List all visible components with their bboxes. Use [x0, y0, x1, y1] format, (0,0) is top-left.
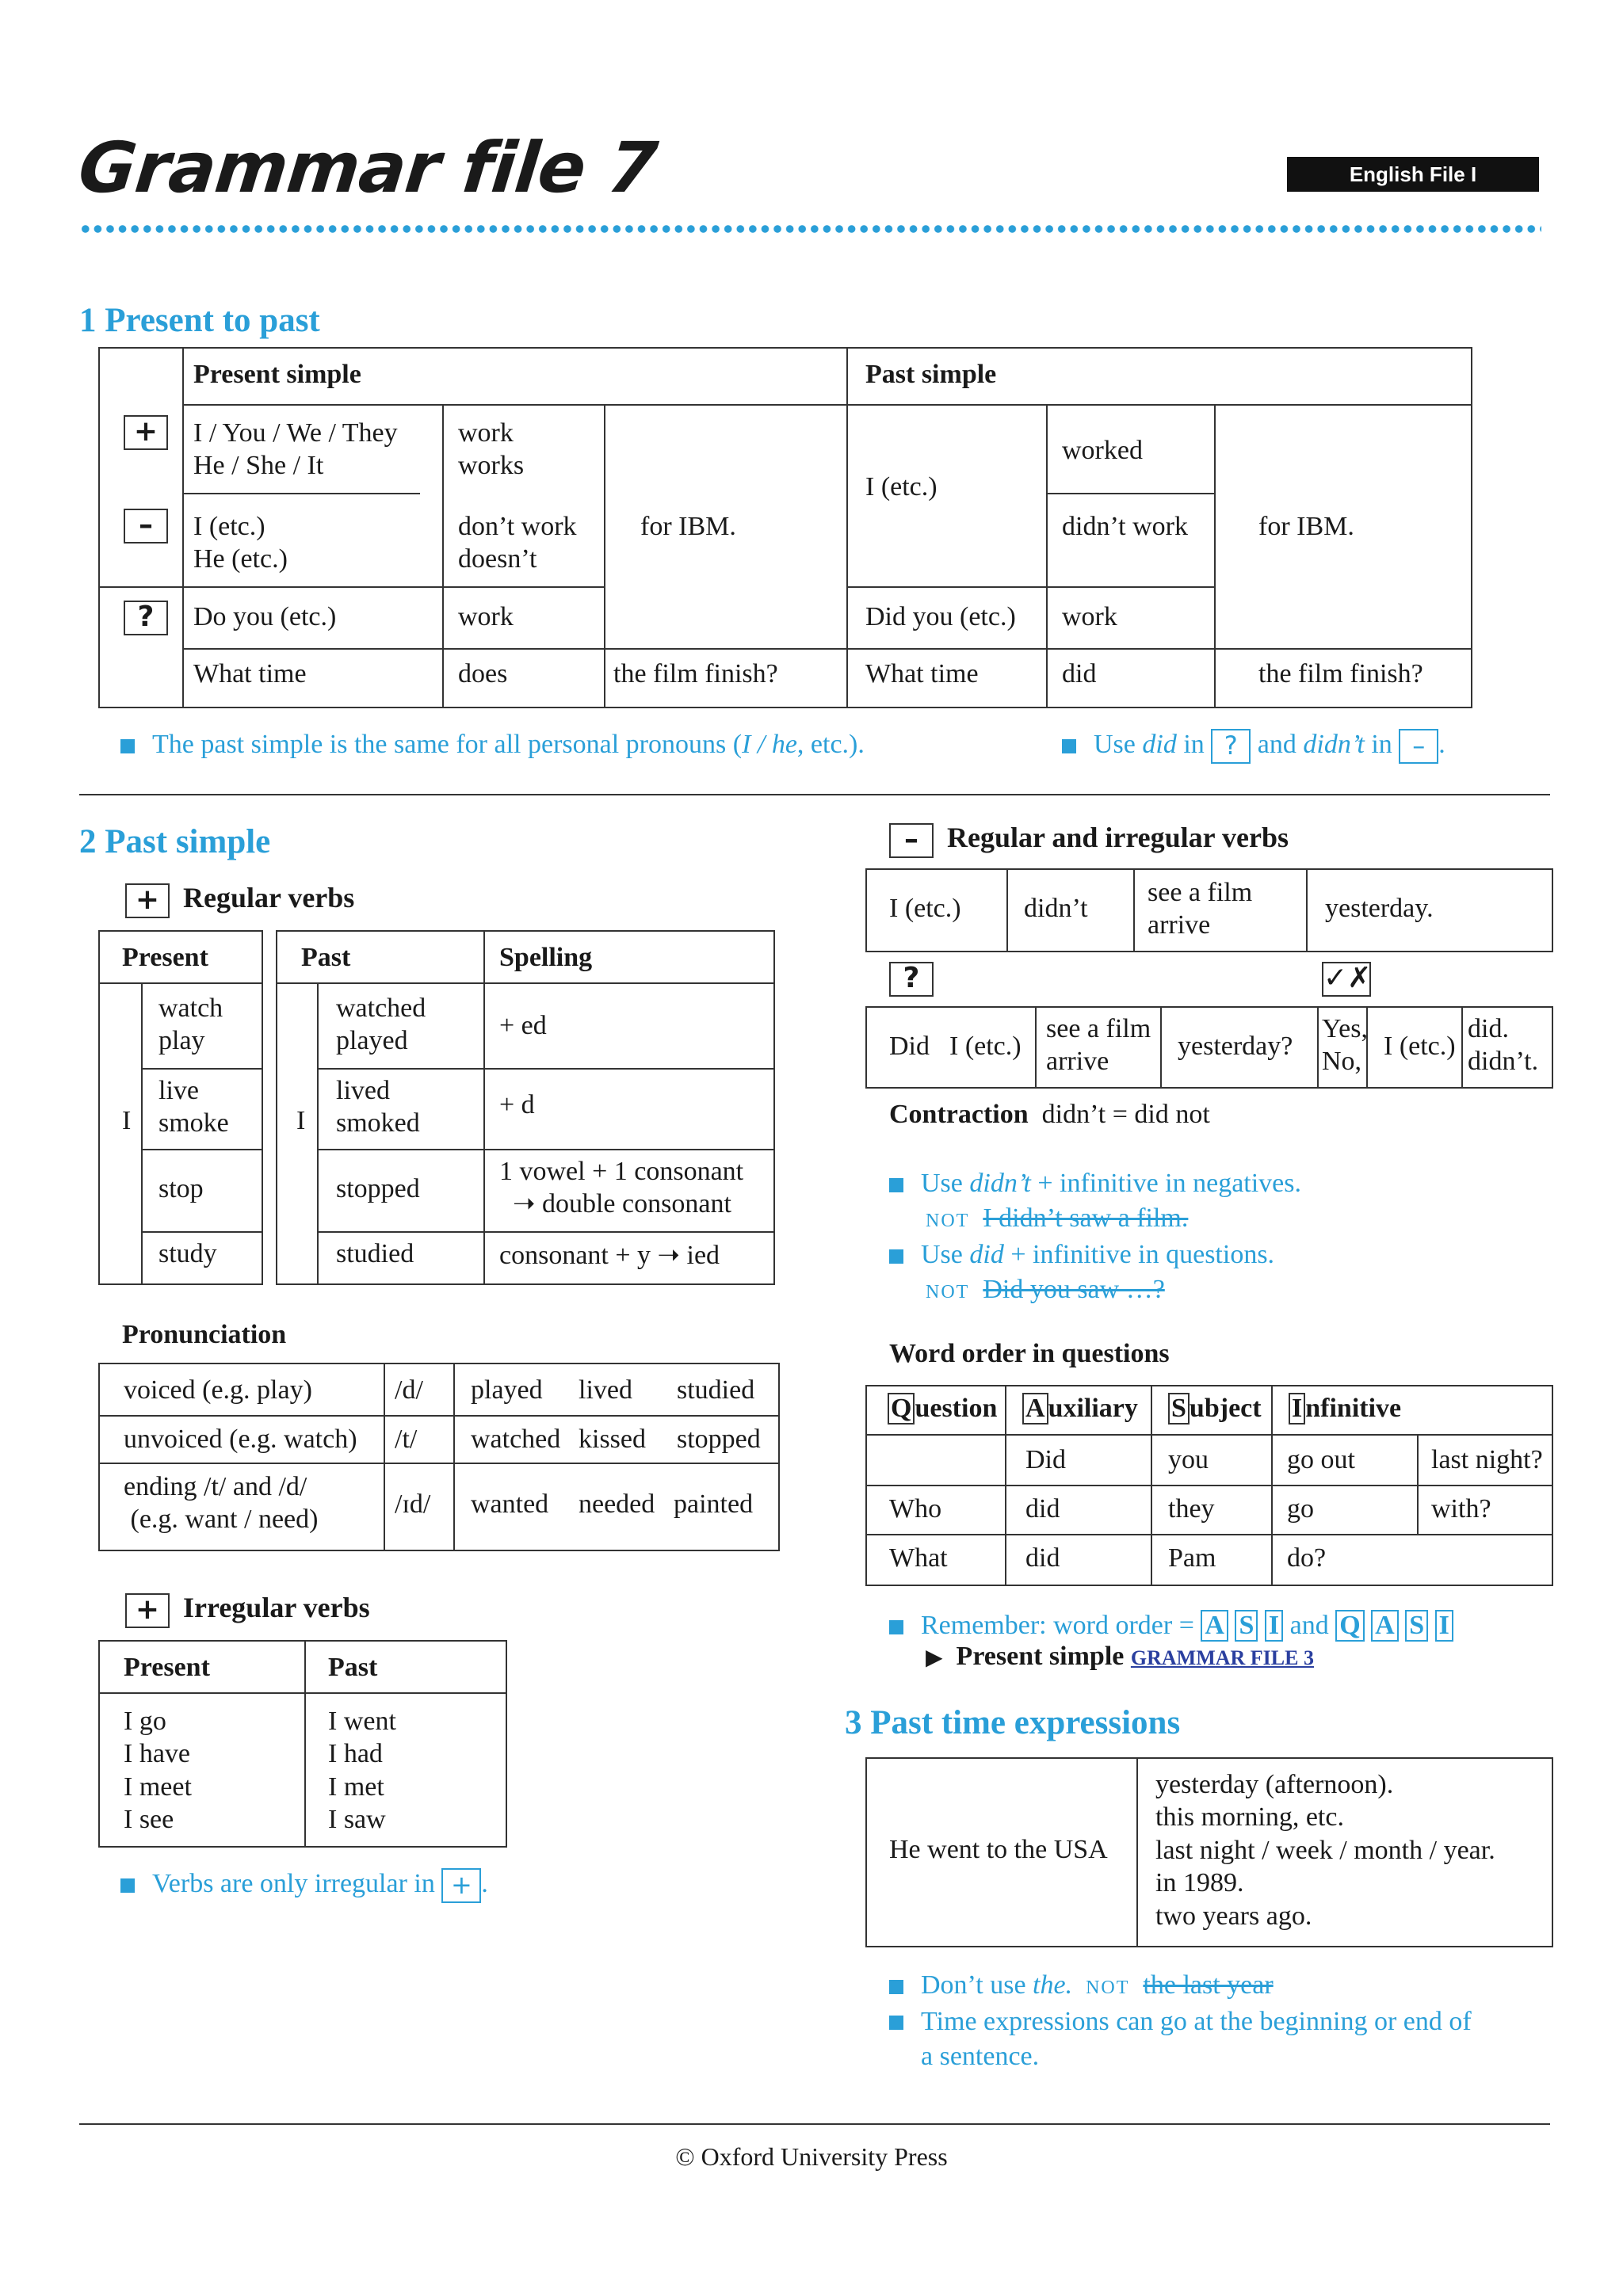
q-did: Did	[889, 1032, 930, 1061]
section2-heading: 2 Past simple	[79, 823, 271, 860]
neg-subject-2: He (etc.)	[193, 544, 288, 574]
sound-d: /d/	[395, 1375, 423, 1405]
film-finish-past: the film finish?	[1258, 659, 1423, 688]
dotted-divider	[79, 223, 1541, 235]
present-study: study	[158, 1239, 217, 1268]
for-ibm-present: for IBM.	[640, 512, 736, 541]
rule-negatives-wrong: NOT I didn’t saw a film.	[926, 1203, 1189, 1233]
footer-divider	[79, 2123, 1550, 2125]
wo-cell: Who	[889, 1494, 942, 1524]
question-table	[865, 1006, 1553, 1089]
he-went-to-usa: He went to the USA	[889, 1835, 1108, 1864]
ex-kissed: kissed	[579, 1425, 646, 1454]
past-lived-smoked: lived smoked	[336, 1076, 420, 1138]
question-icon: ?	[889, 962, 934, 997]
q-work: work	[458, 602, 514, 631]
regular-past-table	[276, 930, 775, 1285]
hdr-question: Q uestion	[888, 1393, 997, 1425]
past-watched-played: watched played	[336, 994, 426, 1056]
ex-studied: studied	[677, 1375, 755, 1405]
question-icon: ?	[1211, 729, 1251, 764]
regular-present-table	[98, 930, 263, 1285]
wo-cell: Pam	[1168, 1543, 1216, 1573]
sound-t: /t/	[395, 1425, 418, 1454]
ans-subject: I (etc.)	[1384, 1032, 1456, 1061]
spelling-ied: consonant + y ➝ ied	[499, 1241, 720, 1270]
wo-cell: did	[1025, 1494, 1060, 1524]
pron-voiced: voiced (e.g. play)	[124, 1375, 312, 1405]
ex-needed: needed	[579, 1489, 655, 1519]
tick-cross-icon: ✓✗	[1322, 962, 1371, 997]
regular-verbs-heading: + Regular verbs	[125, 881, 354, 918]
present-live-smoke: live smoke	[158, 1076, 229, 1138]
section-divider	[79, 794, 1550, 795]
ex-lived: lived	[579, 1375, 632, 1405]
note-same-pronouns: The past simple is the same for all personal pronouns (I / he, etc.).	[120, 727, 865, 762]
film-finish-present: the film finish?	[613, 659, 778, 688]
spelling-double-consonant: 1 vowel + 1 consonant ➝ double consonant	[499, 1157, 744, 1219]
wo-cell: they	[1168, 1494, 1215, 1524]
verb-worked: worked	[1062, 436, 1143, 465]
spelling-ed: + ed	[499, 1011, 547, 1040]
remember-word-order: Remember: word order = A S I and Q A S I	[889, 1608, 1453, 1643]
rule-no-the: Don’t use the. NOT the last year	[889, 1968, 1274, 2003]
q-time: yesterday?	[1178, 1032, 1293, 1061]
plus-icon: +	[124, 415, 168, 450]
wo-cell: Did	[1025, 1445, 1066, 1474]
subject-singular: He / She / It	[193, 451, 324, 481]
plus-icon: +	[441, 1868, 481, 1903]
q-subject: I (etc.)	[949, 1032, 1022, 1061]
negative-table	[865, 868, 1553, 952]
col-present-header: Present	[122, 943, 208, 972]
section3-heading: 3 Past time expressions	[845, 1704, 1181, 1741]
rule-questions: Use did + infinitive in questions.	[889, 1238, 1274, 1272]
neg-subject: I (etc.)	[193, 512, 265, 541]
col-spelling-header: Spelling	[499, 943, 593, 972]
past-stopped: stopped	[336, 1174, 420, 1203]
note-irregular: Verbs are only irregular in + .	[120, 1867, 488, 1903]
past-simple-header: Past simple	[865, 360, 997, 389]
rule-questions-wrong: NOT Did you saw …?	[926, 1275, 1165, 1304]
time-expression-list: yesterday (afternoon). this morning, etc. last night / week / month / year. in 1989. two years ago.	[1155, 1770, 1495, 1931]
ex-watched: watched	[471, 1425, 561, 1454]
verb-doesnt: doesn’t	[458, 544, 537, 574]
grammar-file-3-link[interactable]: GRAMMAR FILE 3	[1130, 1646, 1314, 1669]
neg-verbs: see a film arrive	[1148, 878, 1253, 940]
question-icon: ?	[124, 601, 168, 635]
page-title: Grammar file 7	[74, 127, 661, 208]
wo-cell: go	[1287, 1494, 1314, 1524]
verb-work: work	[458, 418, 514, 448]
q-do-you: Do you (etc.)	[193, 602, 337, 631]
ex-wanted: wanted	[471, 1489, 549, 1519]
did: did	[1062, 659, 1097, 688]
wo-cell: go out	[1287, 1445, 1355, 1474]
pronoun-i-past: I	[296, 1106, 306, 1135]
ans-did: did. didn’t.	[1468, 1014, 1539, 1077]
ans-yes-no: Yes, No,	[1322, 1014, 1368, 1077]
present-simple-header: Present simple	[193, 360, 361, 389]
col-past-header: Past	[301, 943, 351, 972]
arrow-icon: ▶	[926, 1644, 943, 1670]
neg-heading: – Regular and irregular verbs	[889, 821, 1289, 858]
past-studied: studied	[336, 1239, 414, 1268]
neg-subject: I (etc.)	[889, 894, 961, 923]
pron-ending-td: ending /t/ and /d/ (e.g. want / need)	[124, 1472, 319, 1535]
q-verbs: see a film arrive	[1046, 1014, 1151, 1077]
verb-works: works	[458, 451, 525, 481]
wo-cell: last night?	[1431, 1445, 1543, 1474]
section1-heading: 1 Present to past	[79, 302, 320, 339]
contraction-line: Contraction didn’t = did not	[889, 1100, 1210, 1129]
note-use-did: Use did in ? and didn’t in – .	[1062, 727, 1445, 764]
word-order-table	[865, 1385, 1553, 1586]
ex-stopped: stopped	[677, 1425, 761, 1454]
subject-plural: I / You / We / They	[193, 418, 398, 448]
irr-present-list: I go I have I meet I see	[124, 1707, 192, 1835]
wo-cell: did	[1025, 1543, 1060, 1573]
verb-dont-work: don’t work	[458, 512, 577, 541]
pronunciation-heading: Pronunciation	[122, 1320, 287, 1349]
minus-icon: –	[889, 823, 934, 858]
plus-icon: +	[125, 883, 170, 918]
wo-cell: with?	[1431, 1494, 1491, 1524]
wo-cell: What	[889, 1543, 948, 1573]
irr-past-list: I went I had I met I saw	[328, 1707, 396, 1835]
present-stop: stop	[158, 1174, 204, 1203]
neg-time: yesterday.	[1325, 894, 1434, 923]
what-time-past: What time	[865, 659, 979, 688]
time-expressions-table	[865, 1757, 1553, 1947]
neg-didnt: didn’t	[1024, 894, 1088, 923]
verb-didnt-work: didn’t work	[1062, 512, 1188, 541]
ex-played: played	[471, 1375, 543, 1405]
word-order-heading: Word order in questions	[889, 1339, 1170, 1368]
wo-cell: you	[1168, 1445, 1209, 1474]
irr-present-header: Present	[124, 1653, 210, 1682]
hdr-subject: S ubject	[1168, 1393, 1262, 1425]
past-subject: I (etc.)	[865, 472, 938, 502]
ex-painted: painted	[674, 1489, 754, 1519]
rule-time-position: Time expressions can go at the beginning or end of a sentence.	[889, 2004, 1472, 2074]
irr-past-header: Past	[328, 1653, 378, 1682]
does: does	[458, 659, 508, 688]
copyright: © Oxford University Press	[675, 2142, 948, 2171]
spelling-d: + d	[499, 1090, 535, 1119]
what-time-present: What time	[193, 659, 307, 688]
sound-id: /ɪd/	[395, 1489, 431, 1519]
pronunciation-table	[98, 1363, 780, 1551]
minus-icon: –	[124, 509, 168, 543]
see-also-line: ▶ Present simple GRAMMAR FILE 3	[926, 1642, 1314, 1671]
plus-icon: +	[125, 1593, 170, 1628]
q-work-past: work	[1062, 602, 1117, 631]
rule-negatives: Use didn’t + infinitive in negatives.	[889, 1166, 1301, 1201]
wo-cell: do?	[1287, 1543, 1327, 1573]
minus-icon: –	[1399, 729, 1438, 764]
for-ibm-past: for IBM.	[1258, 512, 1354, 541]
book-badge: English File I	[1287, 157, 1539, 192]
irregular-table	[98, 1640, 507, 1848]
present-watch-play: watch play	[158, 994, 223, 1056]
q-did-you: Did you (etc.)	[865, 602, 1016, 631]
pron-unvoiced: unvoiced (e.g. watch)	[124, 1425, 357, 1454]
hdr-auxiliary: A uxiliary	[1022, 1393, 1138, 1425]
present-past-table	[98, 347, 1472, 708]
irregular-verbs-heading: + Irregular verbs	[125, 1591, 370, 1628]
pronoun-i: I	[122, 1106, 132, 1135]
hdr-infinitive: I nfinitive	[1289, 1393, 1401, 1425]
